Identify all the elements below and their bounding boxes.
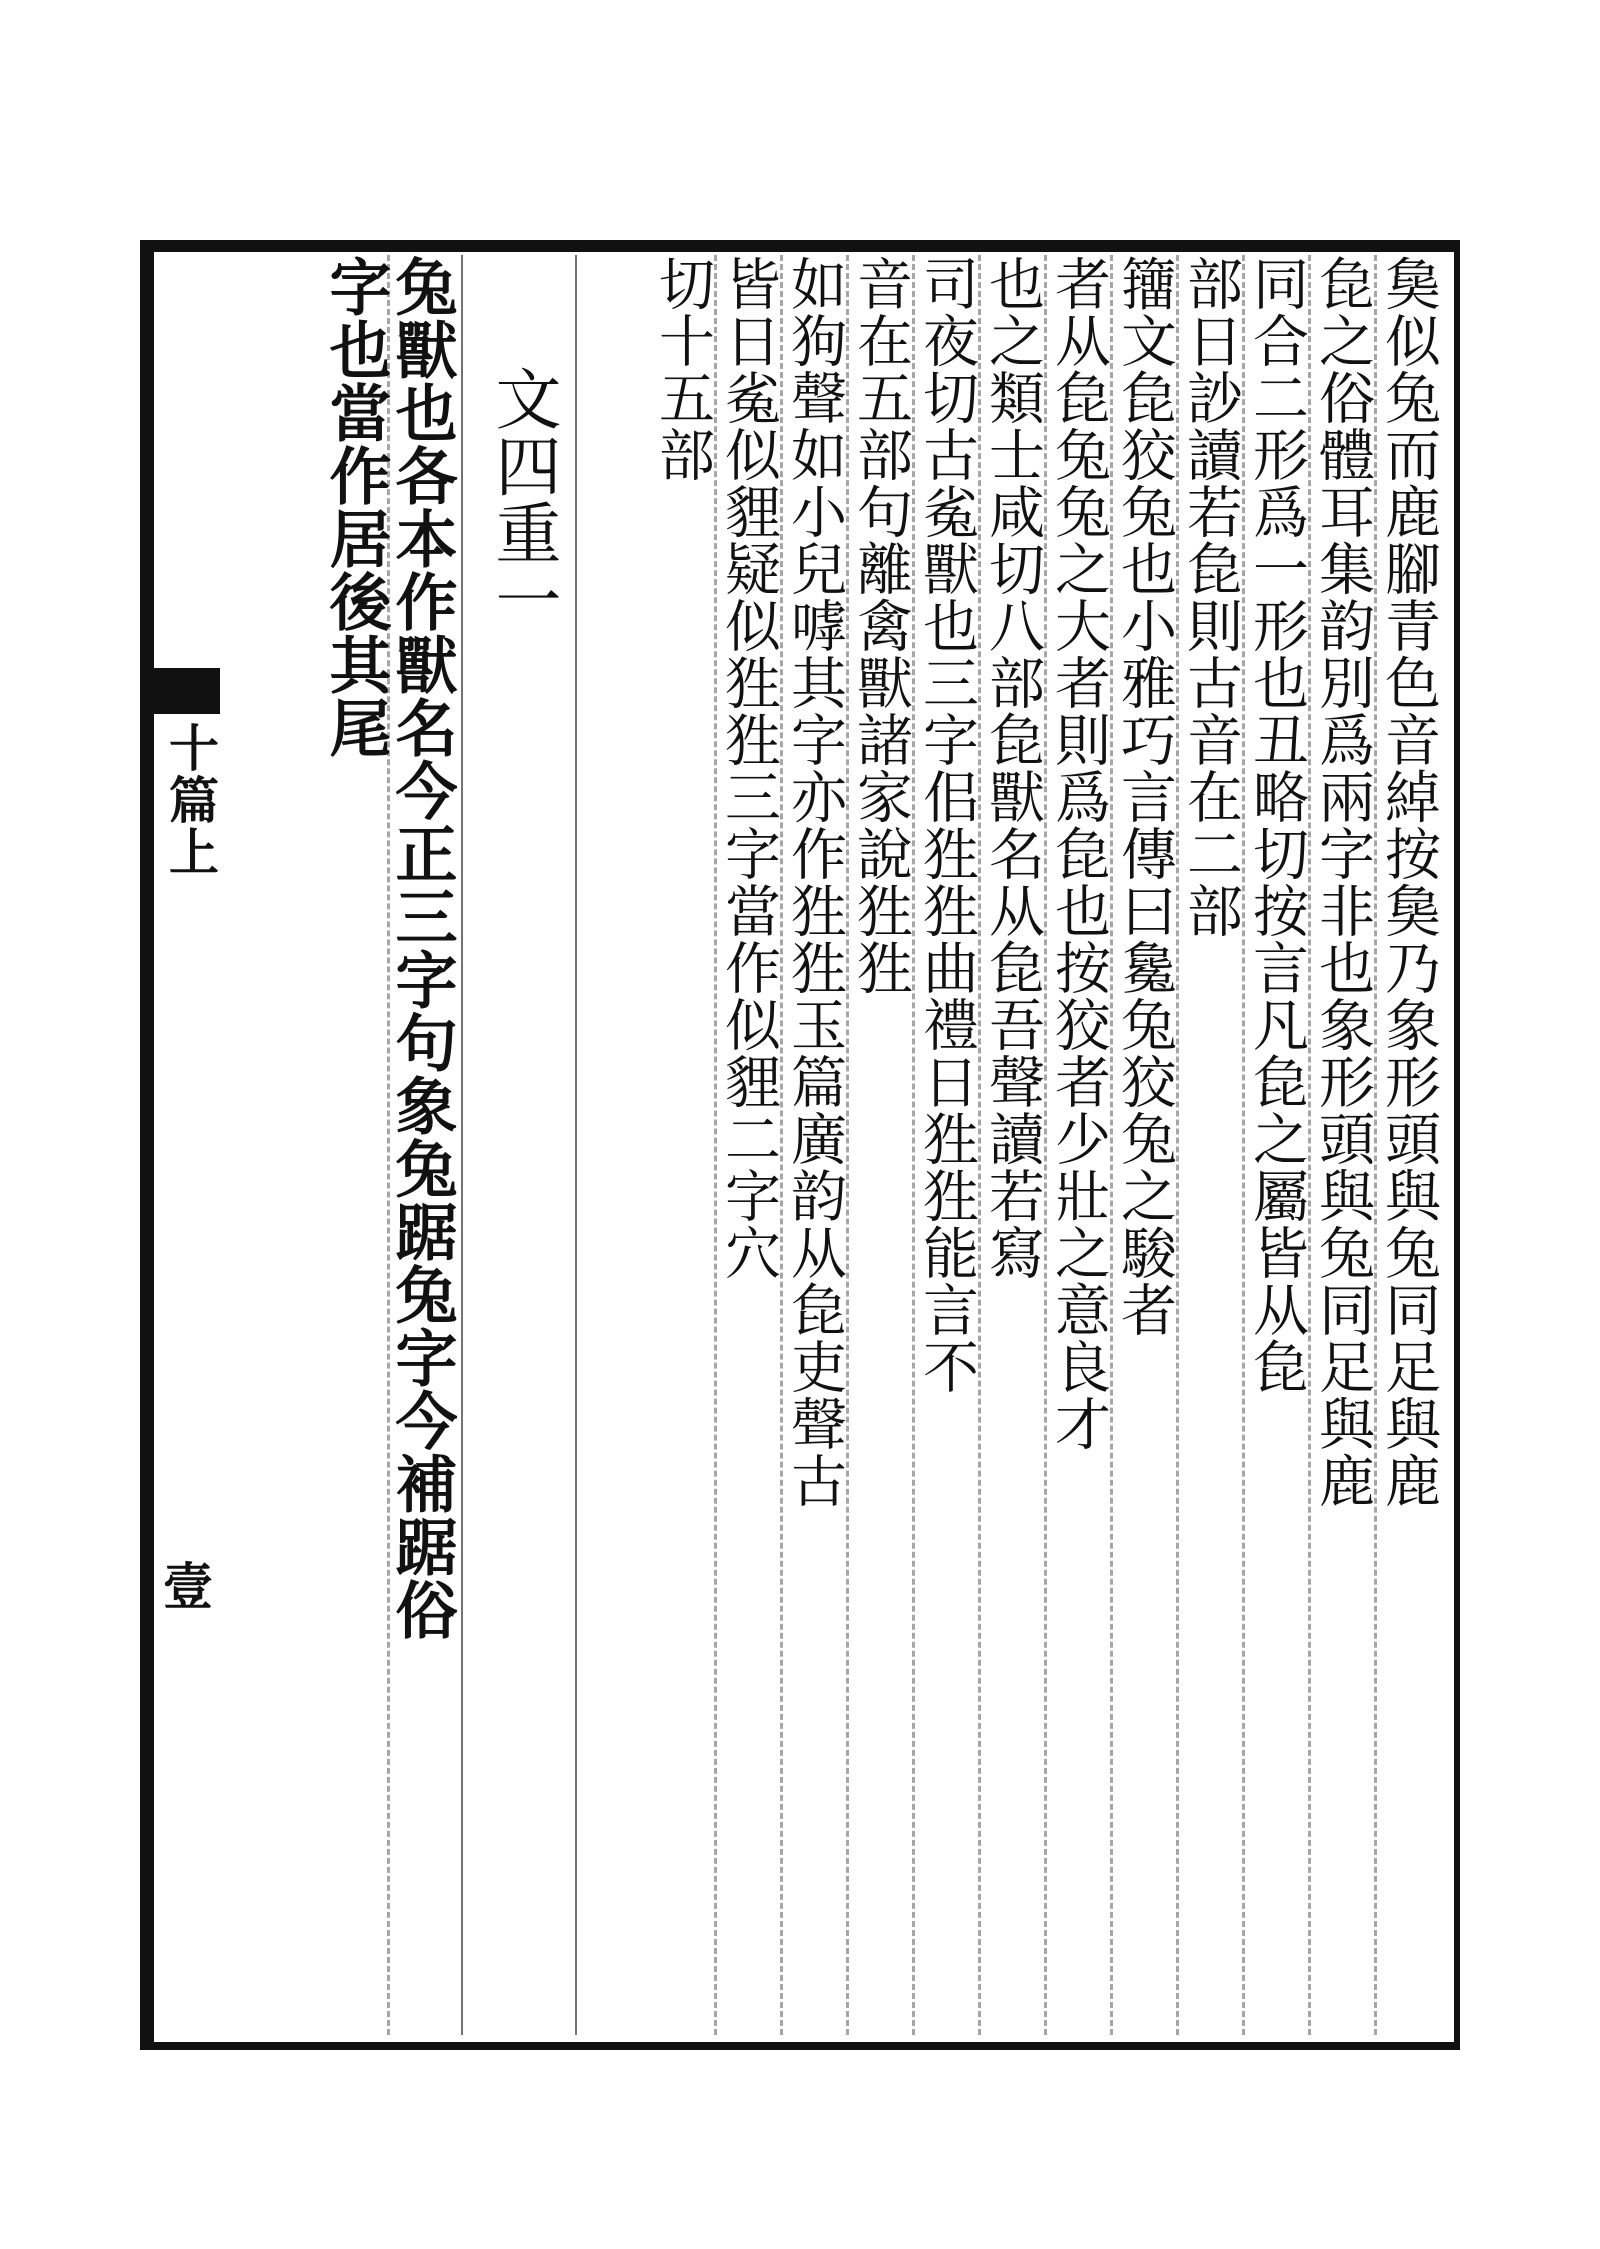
last-entry-column-a: 兔獸也各本作獸名今正三字句象兔踞兔字今補踞俗 bbox=[387, 255, 453, 2035]
text-column-9: 音在五部句離禽獸諸家說狌狌 bbox=[846, 255, 912, 2035]
vertical-rule bbox=[575, 255, 583, 2035]
text-column-3: 同合二形爲一形也丑略切按言凡㲋之屬皆从㲋 bbox=[1242, 255, 1308, 2035]
wen-count: 文四 bbox=[484, 365, 561, 499]
text-column-11: 皆日㝹似貍疑似狌狌三字當作似貍二字穴 bbox=[714, 255, 780, 2035]
text-column-2: 㲋之俗體耳集韵別爲兩字非也象形頭與兔同足與鹿 bbox=[1308, 255, 1374, 2035]
margin-chapter-label: 十篇上 bbox=[161, 722, 220, 878]
text-column-7: 也之類士咸切八部㲋獸名从㲋吾聲讀若寫 bbox=[978, 255, 1044, 2035]
text-column-10: 如狗聲如小兒嘑其字亦作狌狌玉篇廣韵从㲋吏聲古 bbox=[780, 255, 846, 2035]
chong-count: 重一 bbox=[484, 499, 561, 633]
text-column-4: 部日訬讀若㲋則古音在二部 bbox=[1176, 255, 1242, 2035]
vertical-rule-2 bbox=[461, 255, 469, 2035]
text-column-5: 籒文㲋狡兔也小雅巧言傳曰毚兔狡兔之駿者 bbox=[1110, 255, 1176, 2035]
margin-page-number: 壹 bbox=[155, 1560, 214, 1610]
section-count-wen bbox=[477, 255, 567, 2035]
column-spacer bbox=[591, 255, 651, 2035]
text-column-12: 切十五部 bbox=[650, 255, 715, 483]
text-column-6: 者从㲋兔兔之大者則爲㲋也按狡者少壯之意良才 bbox=[1044, 255, 1110, 2035]
last-entry-column-b: 字也當作居後其尾 bbox=[319, 255, 392, 759]
text-column-8: 司夜切古㝹獸也三字佀狌狌曲禮日狌狌能言不 bbox=[912, 255, 978, 2035]
margin-black-mark bbox=[140, 668, 220, 714]
text-block bbox=[225, 255, 1440, 2035]
text-column-1: 㚟似兔而鹿腳青色音綽按㚟乃象形頭與兔同足與鹿 bbox=[1374, 255, 1440, 2035]
